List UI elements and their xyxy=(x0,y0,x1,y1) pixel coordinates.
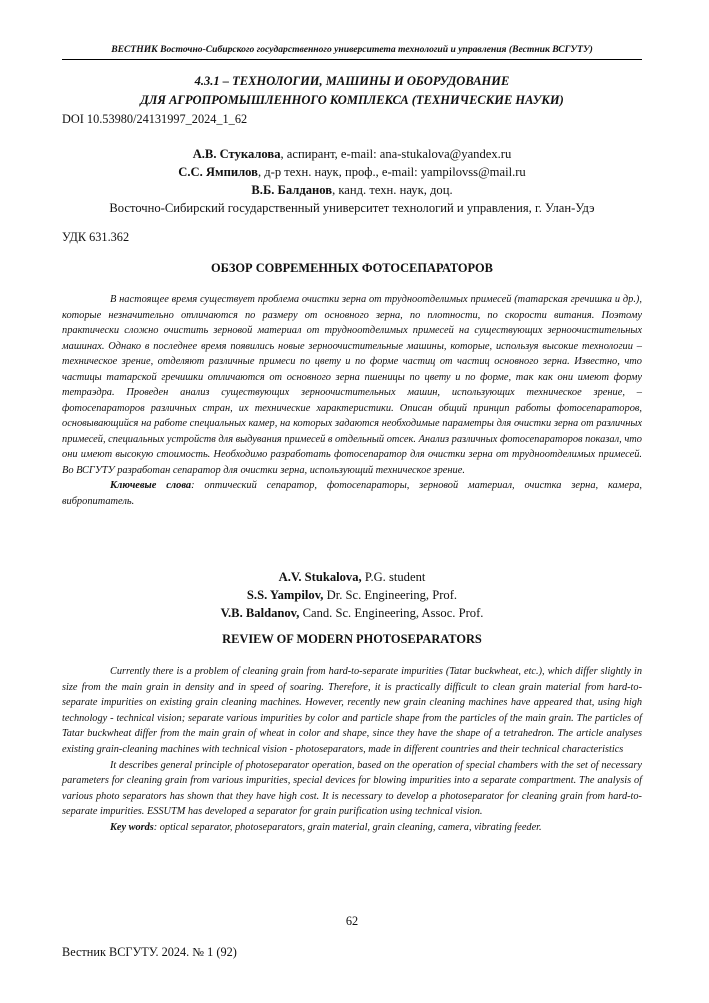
abstract-en-paragraph-2: It describes general principle of photoseparator operation, based on the operation of special chambers with the set of necessary parameters for cleaning grain from various impurities, special devices for blowing impurities into a separate compartment. The analysis of various photo separators has shown that they have high cost. It is necessary to develop a photoseparator for cleaning grain from hard-to-separate impurities. ESSUTM has developed a separator for grain purification using technical vision. xyxy=(62,759,642,818)
section-title-line-2: ДЛЯ АГРОПРОМЫШЛЕННОГО КОМПЛЕКСА (ТЕХНИЧЕСКИЕ НАУКИ) xyxy=(140,93,564,107)
author-en-2-name: S.S. Yampilov, xyxy=(246,588,324,602)
author-en-1-details: P.G. student xyxy=(361,570,426,584)
title-ru: ОБЗОР СОВРЕМЕННЫХ ФОТОСЕПАРАТОРОВ xyxy=(211,261,493,275)
keywords-ru-label: Ключевые слова xyxy=(110,480,192,491)
author-en-2-details: Dr. Sc. Engineering, Prof. xyxy=(323,588,458,602)
author-ru-1-details: , аспирант, e-mail: ana-stukalova@yandex.ru xyxy=(280,147,512,161)
section-title xyxy=(62,72,642,110)
keywords-en-label: Key words xyxy=(110,821,154,833)
keywords-en xyxy=(62,820,642,836)
author-en-3 xyxy=(62,604,642,622)
journal-header: ВЕСТНИК Восточно-Сибирского государственного университета технологий и управления (Вестник ВСГУТУ) xyxy=(111,44,593,55)
abstract-ru xyxy=(62,292,642,509)
author-en-1-name: A.V. Stukalova, xyxy=(278,570,362,584)
section-title-line-1: 4.3.1 – ТЕХНОЛОГИИ, МАШИНЫ И ОБОРУДОВАНИЕ xyxy=(194,74,510,88)
author-ru-2 xyxy=(62,163,642,181)
doi: DOI 10.53980/24131997_2024_1_62 xyxy=(62,112,248,126)
author-ru-3 xyxy=(62,181,642,199)
abstract-en xyxy=(62,664,642,836)
author-ru-2-details: , д-р техн. наук, проф., e-mail: yampilovss@mail.ru xyxy=(257,165,526,179)
author-en-3-name: V.B. Baldanov, xyxy=(220,606,300,620)
author-ru-3-name: В.Б. Балданов xyxy=(251,183,333,197)
keywords-ru-text: : оптический сепаратор, фотосепараторы, зерновой материал, очистка зерна, камера, вибропитатель. xyxy=(62,480,642,507)
affiliation-ru: Восточно-Сибирский государственный университет технологий и управления, г. Улан-Удэ xyxy=(109,201,595,215)
author-ru-3-details: , канд. техн. наук, доц. xyxy=(332,183,453,197)
authors-ru xyxy=(62,145,642,217)
page-number: 62 xyxy=(345,914,359,928)
author-en-1 xyxy=(62,568,642,586)
authors-en xyxy=(62,568,642,622)
author-ru-1-name: А.В. Стукалова xyxy=(192,147,281,161)
author-en-2 xyxy=(62,586,642,604)
author-en-3-details: Cand. Sc. Engineering, Assoc. Prof. xyxy=(299,606,484,620)
abstract-en-paragraph-1: Currently there is a problem of cleaning grain from hard-to-separate impurities (Tatar buckwheat, etc.), which differ slightly in size from the main grain in density and in speed of soaring. Therefore, it is practically difficult to clean grain material from hard-to-separate impurities on existing grain cleaning machines. However, recently new grain cleaning machines have appeared that, using high technology - technical vision; separate various impurities by color and particle shape from the particles of the main grain. The particles of Tatar buckwheat differ from the main grain of wheat in color and shape, since they have the shape of a tetrahedron. The article analyses existing grain-cleaning machines with technical vision - photoseparators, made in different countries and their technical characteristics xyxy=(62,666,642,755)
title-en: REVIEW OF MODERN PHOTOSEPARATORS xyxy=(222,632,482,646)
keywords-en-text: : optical separator, photoseparators, grain material, grain cleaning, camera, vibrating feeder. xyxy=(153,821,542,833)
keywords-ru xyxy=(62,478,642,509)
author-ru-2-name: С.С. Ямпилов xyxy=(178,165,258,179)
udk: УДК 631.362 xyxy=(62,230,130,244)
abstract-ru-text: В настоящее время существует проблема очистки зерна от трудноотделимых примесей (татарская гречишка и др.), которые незначительно отличаются по размеру от основного зерна, по плотности, по скорости витания. Поэтому практически сложно очистить зерновой материал от трудноотделимых примесей на существующих зерноочистительных машинах. Однако в последнее время появились новые зерноочистительные машины, которые, используя высокие технологии – техническое зрение, отделяют различные примеси по цвету и по форме частиц от частиц основного зерна. Известно, что частицы татарской гречишки отличаются от основного зерна пшеницы по цвету и по форме, так как они имеют форму тетраэдра. Проведен анализ существующих зерноочистительных машин, использующих техническое зрение, – фотосепараторов различных стран, их технические характеристики. Описан общий принцип работы фотосепараторов, основывающийся на работе специальных камер, на которых задаются необходимые параметры для очистки зерна от различных примесей, специальных устройств для выдувания примесей в отдельный отсек. Анализ различных фотосепараторов показал, что они имеют высокую стоимость. Необходимо разработать фотосепаратор для очистки зерна от трудноотделимых примесей. Во ВСГУТУ разработан сепаратор для очистки зерна, использующий техническое зрение. xyxy=(62,294,642,476)
header-rule xyxy=(62,59,642,60)
author-ru-1 xyxy=(62,145,642,163)
footer-citation: Вестник ВСГУТУ. 2024. № 1 (92) xyxy=(62,945,237,959)
